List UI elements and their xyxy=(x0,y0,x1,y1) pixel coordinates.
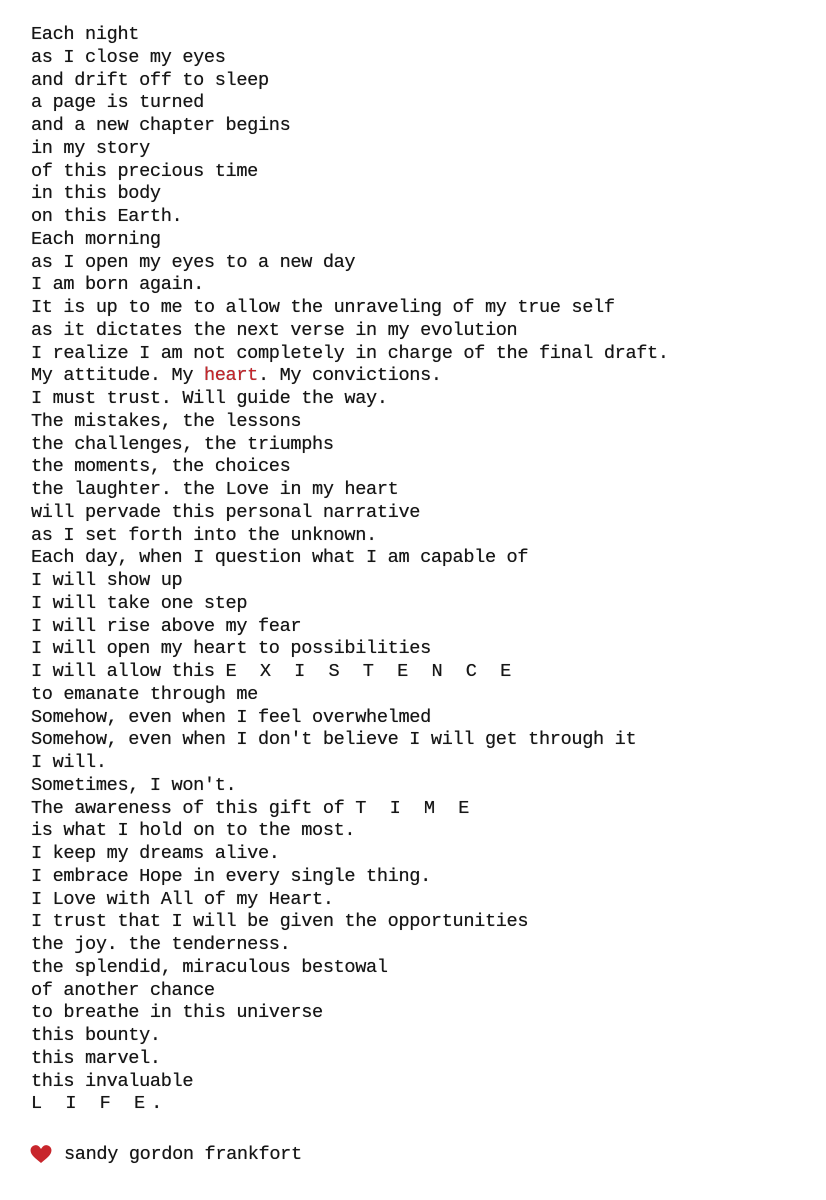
poem-line xyxy=(31,638,669,661)
poem-line xyxy=(31,115,669,138)
line-text: Somehow, even when I don't believe I will get through it xyxy=(31,729,637,751)
poem-line xyxy=(31,616,669,639)
poem-line xyxy=(31,92,669,115)
poem-line xyxy=(31,456,669,479)
poem-line xyxy=(31,229,669,252)
line-text: I keep my dreams alive. xyxy=(31,843,280,864)
line-text: My attitude. My xyxy=(31,365,204,387)
poem-line xyxy=(31,138,669,161)
poem-line xyxy=(31,252,669,275)
poem-line xyxy=(31,889,669,912)
line-text: I am born again. xyxy=(31,274,204,296)
heart-icon xyxy=(30,1144,52,1164)
line-text: I Love with All of my Heart. xyxy=(31,888,334,910)
poem-body xyxy=(31,24,669,1116)
line-text: . xyxy=(151,1093,162,1115)
line-text: this bounty. xyxy=(31,1025,161,1046)
line-text: the challenges, the triumphs xyxy=(31,433,334,455)
poem-line xyxy=(31,661,669,684)
line-text: this marvel. xyxy=(31,1047,161,1069)
poem-line xyxy=(31,70,669,93)
poem-line xyxy=(31,297,669,320)
line-text: Each day, when I question what I am capable of xyxy=(31,547,529,569)
line-text: I will take one step xyxy=(31,592,248,614)
poem-line xyxy=(31,570,669,593)
poem-line xyxy=(31,47,669,70)
line-text: as it dictates the next verse in my evolution xyxy=(31,319,518,341)
poem-line xyxy=(31,798,669,821)
line-text: this invaluable xyxy=(31,1070,194,1092)
line-text: the joy. the tenderness. xyxy=(31,934,291,955)
line-text: I will allow this xyxy=(31,661,226,682)
poem-line xyxy=(31,388,669,411)
line-text: I will show up xyxy=(31,570,183,591)
poem-line xyxy=(31,411,669,434)
signature xyxy=(30,1141,302,1167)
line-text: It is up to me to allow the unraveling of my true self xyxy=(31,297,615,318)
line-text: Somehow, even when I feel overwhelmed xyxy=(31,706,431,728)
poem-line xyxy=(31,934,669,957)
line-text: I realize I am not completely in charge of the final draft. xyxy=(31,342,669,364)
line-text: as I close my eyes xyxy=(31,46,226,68)
poem-line xyxy=(31,502,669,525)
poem-line xyxy=(31,820,669,843)
line-text: the moments, the choices xyxy=(31,456,291,478)
line-text: in my story xyxy=(31,137,150,159)
line-text: I must trust. Will guide the way. xyxy=(31,388,388,409)
highlighted-word: heart xyxy=(203,365,258,387)
line-text: I trust that I will be given the opportunities xyxy=(31,911,529,933)
line-text: and a new chapter begins xyxy=(31,115,291,136)
poem-line xyxy=(31,1093,669,1116)
poem-line xyxy=(31,843,669,866)
line-text: to breathe in this universe xyxy=(31,1002,323,1024)
poem-line xyxy=(31,183,669,206)
poem-line xyxy=(31,707,669,730)
poem-line xyxy=(31,365,669,388)
poem-line xyxy=(31,274,669,297)
poem-line xyxy=(31,320,669,343)
line-text: of another chance xyxy=(31,979,215,1001)
poem-line xyxy=(31,24,669,47)
poem-line xyxy=(31,547,669,570)
line-text: on this Earth. xyxy=(31,206,183,227)
poem-line xyxy=(31,206,669,229)
poem-line xyxy=(31,866,669,889)
line-text: of this precious time xyxy=(31,160,258,182)
line-text: Each night xyxy=(31,24,140,45)
poem-line xyxy=(31,1048,669,1071)
poem-line xyxy=(31,980,669,1003)
line-text: I will. xyxy=(31,752,107,773)
line-text: I embrace Hope in every single thing. xyxy=(31,865,431,887)
line-text: as I open my eyes to a new day xyxy=(31,251,356,273)
poem-line xyxy=(31,729,669,752)
poem-line xyxy=(31,161,669,184)
line-text: to emanate through me xyxy=(31,683,258,705)
poem-line xyxy=(31,957,669,980)
spaced-word: L I F E xyxy=(31,1093,152,1115)
spaced-word: E X I S T E N C E xyxy=(225,661,518,682)
poem-line xyxy=(31,1002,669,1025)
line-text: The mistakes, the lessons xyxy=(31,410,302,432)
line-text: the laughter. the Love in my heart xyxy=(31,479,399,500)
poem-line xyxy=(31,911,669,934)
poem-line xyxy=(31,593,669,616)
line-text: The awareness of this gift of xyxy=(31,797,356,819)
line-text: is what I hold on to the most. xyxy=(31,820,356,842)
author-name: sandy gordon frankfort xyxy=(64,1143,302,1165)
line-text: and drift off to sleep xyxy=(31,69,269,91)
poem-line xyxy=(31,1071,669,1094)
poem-line xyxy=(31,525,669,548)
line-text: I will open my heart to possibilities xyxy=(31,638,431,660)
poem-line xyxy=(31,752,669,775)
poem-line xyxy=(31,343,669,366)
poem-line xyxy=(31,479,669,502)
line-text: I will rise above my fear xyxy=(31,615,302,637)
line-text: Each morning xyxy=(31,228,161,250)
line-text: will pervade this personal narrative xyxy=(31,501,421,523)
poem-line xyxy=(31,1025,669,1048)
spaced-word: T I M E xyxy=(355,797,476,819)
poem-line xyxy=(31,684,669,707)
line-text: . My convictions. xyxy=(257,365,442,387)
line-text: as I set forth into the unknown. xyxy=(31,524,377,546)
poem-line xyxy=(31,775,669,798)
line-text: a page is turned xyxy=(31,92,204,114)
line-text: the splendid, miraculous bestowal xyxy=(31,956,388,978)
line-text: in this body xyxy=(31,183,161,205)
poem-line xyxy=(31,434,669,457)
line-text: Sometimes, I won't. xyxy=(31,774,237,796)
